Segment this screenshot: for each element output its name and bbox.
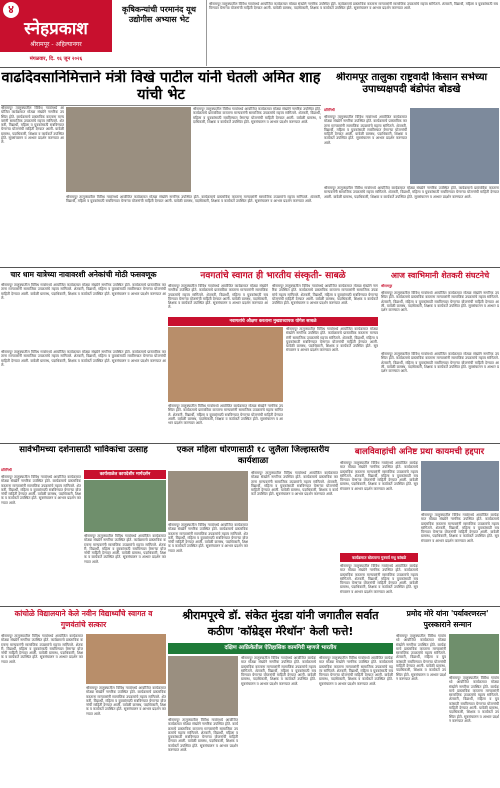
masthead (0, 0, 112, 66)
news-photo (449, 634, 499, 674)
promo-box (112, 0, 207, 66)
story-text: श्रीरामपूर तालुक्यातील विविध गावांमध्ये आयोजित कार्यक्रमात मोठ्या संख्येने नागरिक उपस्थित होते. कार्यक्रमाचे प्रास्ताविक करताना मान्यवरांनी सामाजिक उपक्रमांचे महत्त्व सांगितले. शेतकरी, विद्यार्थी, महिला व युवकांसाठी राबविण्यात येणाऱ्या योजनांची माहिती देण्यात आली. यावेळी ग्रामस्थ, पदाधिकारी, शिक्षक व कार्यकर्ते उपस्थित होते. सूत्रसंचालन व आभार प्रदर्शन करण्यात आले. (381, 352, 499, 374)
headline-vikhe: वाढदिवसानिमित्ताने मंत्री विखे पाटील यांनी घेतली अमित शाह यांची भेट (1, 70, 321, 106)
story-text: श्रीरामपूर तालुक्यातील विविध गावांमध्ये आयोजित कार्यक्रमात मोठ्या संख्येने नागरिक उपस्थित होते. कार्यक्रमाचे प्रास्ताविक करताना मान्यवरांनी सामाजिक उपक्रमांचे महत्त्व सांगितले. शेतकरी, विद्यार्थी, महिला व युवकांसाठी राबविण्यात येणाऱ्या योजनांची माहिती देण्यात आली. यावेळी ग्रामस्थ, पदाधिकारी, शिक्षक व कार्यकर्ते उपस्थित होते. सूत्रसंचालन व आभार प्रदर्शन करण्यात आले. (251, 471, 338, 497)
issue-number: ४ (3, 2, 19, 18)
story-text: श्रीरामपूर तालुक्यातील विविध गावांमध्ये आयोजित कार्यक्रमात मोठ्या संख्येने नागरिक उपस्थित होते. कार्यक्रमाचे प्रास्ताविक करताना मान्यवरांनी सामाजिक उपक्रमांचे महत्त्व सांगितले. शेतकरी, विद्यार्थी, महिला व युवकांसाठी राबविण्यात येणाऱ्या योजनांची माहिती देण्यात आली. यावेळी ग्रामस्थ, पदाधिकारी, शिक्षक व कार्यकर्ते उपस्थित होते. सूत्रसंचालन व आभार प्रदर्शन करण्यात आले. (449, 676, 499, 723)
headline-chor: चार धाम यात्रेच्या नावावरशी अनेकांची मोठी फसवणूक (10, 270, 157, 279)
story-text: श्रीरामपूर तालुक्यातील विविध गावांमध्ये आयोजित कार्यक्रमात मोठ्या संख्येने नागरिक उपस्थित होते. कार्यक्रमाचे प्रास्ताविक करताना मान्यवरांनी सामाजिक उपक्रमांचे महत्त्व सांगितले. शेतकरी, विद्यार्थी, महिला व युवकांसाठी राबविण्यात येणाऱ्या योजनांची माहिती देण्यात आली. यावेळी ग्रामस्थ, पदाधिकारी, शिक्षक व कार्यकर्ते उपस्थित होते. सूत्रसंचालन व आभार प्रदर्शन करण्यात आले. (1, 475, 81, 505)
headline-sanskruti: नवगतांचे स्वागत ही भारतीय संस्कृती- साबळे (200, 271, 346, 281)
issue-date: मंगळवार, दि. १६ जून २०२६ (0, 52, 112, 66)
story-text: श्रीरामपूर तालुक्यातील विविध गावांमध्ये आयोजित कार्यक्रमात मोठ्या संख्येने नागरिक उपस्थित होते. कार्यक्रमाचे प्रास्ताविक करताना मान्यवरांनी सामाजिक उपक्रमांचे महत्त्व सांगितले. शेतकरी, विद्यार्थी, महिला व युवकांसाठी राबविण्यात येणाऱ्या योजनांची माहिती देण्यात आली. यावेळी ग्रामस्थ, पदाधिकारी, शिक्षक व कार्यकर्ते उपस्थित होते. सूत्रसंचालन व आभार प्रदर्शन करण्यात आले. (86, 686, 166, 716)
story-text: श्रीरामपूर तालुक्यातील विविध गावांमध्ये आयोजित कार्यक्रमात मोठ्या संख्येने नागरिक उपस्थित होते. कार्यक्रमाचे प्रास्ताविक करताना मान्यवरांनी सामाजिक उपक्रमांचे महत्त्व सांगितले. शेतकरी, विद्यार्थी, महिला व युवकांसाठी राबविण्यात येणाऱ्या योजनांची माहिती देण्यात आली. यावेळी ग्रामस्थ, पदाधिकारी, शिक्षक व कार्यकर्ते उपस्थित होते. सूत्रसंचालन व आभार प्रदर्शन करण्यात आले. (421, 513, 499, 543)
news-photo (168, 656, 238, 716)
news-photo (66, 107, 191, 192)
headline-pramod: प्रमोद मोरे यांना 'पर्यावरणरत्न' पुरस्काराने सन्मान (406, 609, 489, 629)
byline: प्रतिनिधी (324, 108, 335, 112)
story-text: श्रीरामपूर तालुक्यातील विविध गावांमध्ये आयोजित कार्यक्रमात मोठ्या संख्येने नागरिक उपस्थित होते. कार्यक्रमाचे प्रास्ताविक करताना मान्यवरांनी सामाजिक उपक्रमांचे महत्त्व सांगितले. शेतकरी, विद्यार्थी, महिला व युवकांसाठी राबविण्यात येणाऱ्या योजनांची माहिती देण्यात आली. यावेळी ग्रामस्थ, पदाधिकारी, शिक्षक व कार्यकर्ते उपस्थित होते. सूत्रसंचालन व आभार प्रदर्शन करण्यात आले. (84, 534, 166, 564)
headline-doctor: श्रीरामपूरचे डॉ. संकेत मुंदडा यांनी जगातील सर्वात कठीण 'कॉम्रेड्स मॅरेथॉन' केली फत्ते! (182, 609, 379, 638)
divider (0, 267, 500, 268)
photo-caption: कार्यक्रमात बोलताना गुरुवर्य मधु कांबळे (340, 553, 418, 562)
subhead-banner: दक्षिण आफ्रिकेतील ऐतिहासिक कामगिरी म्हणजे भारतीय (168, 643, 393, 654)
story-text: श्रीरामपूर तालुक्यातील विविध गावांमध्ये आयोजित कार्यक्रमात मोठ्या संख्येने नागरिक उपस्थित होते. कार्यक्रमाचे प्रास्ताविक करताना मान्यवरांनी सामाजिक उपक्रमांचे महत्त्व सांगितले. शेतकरी, विद्यार्थी, महिला व युवकांसाठी राबविण्यात येणाऱ्या योजनांची माहिती देण्यात आली. यावेळी ग्रामस्थ, पदाधिकारी, शिक्षक व कार्यकर्ते उपस्थित होते. सूत्रसंचालन व आभार प्रदर्शन करण्यात आले. (66, 195, 321, 204)
story-text: श्रीरामपूर तालुक्यातील विविध गावांमध्ये आयोजित कार्यक्रमात मोठ्या संख्येने नागरिक उपस्थित होते. कार्यक्रमाचे प्रास्ताविक करताना मान्यवरांनी सामाजिक उपक्रमांचे महत्त्व सांगितले. शेतकरी, विद्यार्थी, महिला व युवकांसाठी राबविण्यात येणाऱ्या योजनांची माहिती देण्यात आली. यावेळी ग्रामस्थ, पदाधिकारी, शिक्षक व कार्यकर्ते उपस्थित होते. सूत्रसंचालन व आभार प्रदर्शन करण्यात आले. (1, 106, 64, 145)
story-text: श्रीरामपूर तालुक्यातील विविध गावांमध्ये आयोजित कार्यक्रमात मोठ्या संख्येने नागरिक उपस्थित होते. कार्यक्रमाचे प्रास्ताविक करताना मान्यवरांनी सामाजिक उपक्रमांचे महत्त्व सांगितले. शेतकरी, विद्यार्थी, महिला व युवकांसाठी राबविण्यात येणाऱ्या योजनांची माहिती देण्यात आली. यावेळी ग्रामस्थ, पदाधिकारी, शिक्षक व कार्यकर्ते उपस्थित होते. सूत्रसंचालन व आभार प्रदर्शन करण्यात आले. (340, 461, 418, 491)
divider (0, 67, 500, 68)
byline: प्रतिनिधी (1, 468, 12, 472)
story-text: श्रीरामपूर तालुक्यातील विविध गावांमध्ये आयोजित कार्यक्रमात मोठ्या संख्येने नागरिक उपस्थित होते. कार्यक्रमाचे प्रास्ताविक करताना मान्यवरांनी सामाजिक उपक्रमांचे महत्त्व सांगितले. शेतकरी, विद्यार्थी, महिला व युवकांसाठी राबविण्यात येणाऱ्या योजनांची माहिती देण्यात आली. यावेळी ग्रामस्थ, पदाधिकारी, शिक्षक व कार्यकर्ते उपस्थित होते. सूत्रसंचालन व आभार प्रदर्शन करण्यात आले. (340, 564, 418, 594)
news-photo (84, 480, 166, 532)
photo-caption: नवागतांचे औक्षण करताना मुख्याध्यापक योगेश साबळे (168, 317, 378, 326)
story-text: श्रीरामपूर तालुक्यातील विविध गावांमध्ये आयोजित कार्यक्रमात मोठ्या संख्येने नागरिक उपस्थित होते. कार्यक्रमाचे प्रास्ताविक करताना मान्यवरांनी सामाजिक उपक्रमांचे महत्त्व सांगितले. शेतकरी, विद्यार्थी, महिला व युवकांसाठी राबविण्यात येणाऱ्या योजनांची माहिती देण्यात आली. यावेळी ग्रामस्थ, पदाधिकारी, शिक्षक व कार्यकर्ते उपस्थित होते. सूत्रसंचालन व आभार प्रदर्शन करण्यात आले. (319, 656, 393, 686)
news-photo (168, 471, 248, 521)
headline-vidyalay: कांचोळे विद्यालयाने केले नवीन विद्यार्थ्यांचे स्वागत व गुणवंतांचे सत्कार (14, 609, 153, 629)
story-text: श्रीरामपूर तालुक्यातील विविध गावांमध्ये आयोजित कार्यक्रमात मोठ्या संख्येने नागरिक उपस्थित होते. कार्यक्रमाचे प्रास्ताविक करताना मान्यवरांनी सामाजिक उपक्रमांचे महत्त्व सांगितले. शेतकरी, विद्यार्थी, महिला व युवकांसाठी राबविण्यात येणाऱ्या योजनांची माहिती देण्यात आली. यावेळी ग्रामस्थ, पदाधिकारी, शिक्षक व कार्यकर्ते उपस्थित होते. सूत्रसंचालन व आभार प्रदर्शन करण्यात आले. (168, 284, 268, 310)
story-text: श्रीरामपूर तालुक्यातील विविध गावांमध्ये आयोजित कार्यक्रमात मोठ्या संख्येने नागरिक उपस्थित होते. कार्यक्रमाचे प्रास्ताविक करताना मान्यवरांनी सामाजिक उपक्रमांचे महत्त्व सांगितले. शेतकरी, विद्यार्थी, महिला व युवकांसाठी राबविण्यात येणाऱ्या योजनांची माहिती देण्यात आली. यावेळी ग्रामस्थ, पदाधिकारी, शिक्षक व कार्यकर्ते उपस्थित होते. सूत्रसंचालन व आभार प्रदर्शन करण्यात आले. (286, 327, 378, 353)
newspaper-subtitle: श्रीरामपूर - अहिल्यानगर (30, 41, 82, 48)
story-text: श्रीरामपूर तालुक्यातील विविध गावांमध्ये आयोजित कार्यक्रमात मोठ्या संख्येने नागरिक उपस्थित होते. कार्यक्रमाचे प्रास्ताविक करताना मान्यवरांनी सामाजिक उपक्रमांचे महत्त्व सांगितले. शेतकरी, विद्यार्थी, महिला व युवकांसाठी राबविण्यात येणाऱ्या योजनांची माहिती देण्यात आली. यावेळी ग्रामस्थ, पदाधिकारी, शिक्षक व कार्यकर्ते उपस्थित होते. सूत्रसंचालन व आभार प्रदर्शन करण्यात आले. (168, 404, 283, 426)
story-text: श्रीरामपूर तालुक्यातील विविध गावांमध्ये आयोजित कार्यक्रमात मोठ्या संख्येने नागरिक उपस्थित होते. कार्यक्रमाचे प्रास्ताविक करताना मान्यवरांनी सामाजिक उपक्रमांचे महत्त्व सांगितले. शेतकरी, विद्यार्थी, महिला व युवकांसाठी राबविण्यात येणाऱ्या योजनांची माहिती देण्यात आली. यावेळी ग्रामस्थ, पदाधिकारी, शिक्षक व कार्यकर्ते उपस्थित होते. सूत्रसंचालन व आभार प्रदर्शन करण्यात आले. (1, 283, 166, 300)
story-text: श्रीरामपूर तालुक्यातील विविध गावांमध्ये आयोजित कार्यक्रमात मोठ्या संख्येने नागरिक उपस्थित होते. कार्यक्रमाचे प्रास्ताविक करताना मान्यवरांनी सामाजिक उपक्रमांचे महत्त्व सांगितले. शेतकरी, विद्यार्थी, महिला व युवकांसाठी राबविण्यात येणाऱ्या योजनांची माहिती देण्यात आली. यावेळी ग्रामस्थ, पदाधिकारी, शिक्षक व कार्यकर्ते उपस्थित होते. सूत्रसंचालन व आभार प्रदर्शन करण्यात आले. (1, 634, 83, 664)
story-text: श्रीरामपूर तालुक्यातील विविध गावांमध्ये आयोजित कार्यक्रमात मोठ्या संख्येने नागरिक उपस्थित होते. कार्यक्रमाचे प्रास्ताविक करताना मान्यवरांनी सामाजिक उपक्रमांचे महत्त्व सांगितले. शेतकरी, विद्यार्थी, महिला व युवकांसाठी राबविण्यात येणाऱ्या योजनांची माहिती देण्यात आली. यावेळी ग्रामस्थ, पदाधिकारी, शिक्षक व कार्यकर्ते उपस्थित होते. सूत्रसंचालन व आभार प्रदर्शन करण्यात आले. (324, 115, 407, 145)
news-photo (421, 461, 499, 511)
newspaper-title: स्नेहप्रकाश (24, 19, 88, 39)
headline-balvivah: बालविवाहांची अनिष्ट प्रथा कायमची हद्दपार (354, 447, 485, 457)
headline-sarvabhaum: सार्वभौमच्या दर्शनासाठी भाविकांचा उत्साह (19, 445, 148, 455)
promo-title: कृषिकन्यांची परमानंद यूथ उद्योगीस अभ्यास भेट (122, 5, 196, 24)
story-text: श्रीरामपूर तालुक्यातील विविध गावांमध्ये आयोजित कार्यक्रमात मोठ्या संख्येने नागरिक उपस्थित होते. कार्यक्रमाचे प्रास्ताविक करताना मान्यवरांनी सामाजिक उपक्रमांचे महत्त्व सांगितले. शेतकरी, विद्यार्थी, महिला व युवकांसाठी राबविण्यात येणाऱ्या योजनांची माहिती देण्यात आली. यावेळी ग्रामस्थ, पदाधिकारी, शिक्षक व कार्यकर्ते उपस्थित होते. सूत्रसंचालन व आभार प्रदर्शन करण्यात आले. (241, 656, 316, 686)
story-text: श्रीरामपूर तालुक्यातील विविध गावांमध्ये आयोजित कार्यक्रमात मोठ्या संख्येने नागरिक उपस्थित होते. कार्यक्रमाचे प्रास्ताविक करताना मान्यवरांनी सामाजिक उपक्रमांचे महत्त्व सांगितले. शेतकरी, विद्यार्थी, महिला व युवकांसाठी राबविण्यात येणाऱ्या योजनांची माहिती देण्यात आली. यावेळी ग्रामस्थ, पदाधिकारी, शिक्षक व कार्यकर्ते उपस्थित होते. सूत्रसंचालन व आभार प्रदर्शन करण्यात आले. (381, 291, 499, 313)
news-photo (86, 634, 166, 684)
headline-mahila: एकल महिला धोरणासाठी १८ जुलैला जिल्हास्तरीय कार्यशाळा (176, 445, 330, 466)
story-text: श्रीरामपूर तालुक्यातील विविध गावांमध्ये आयोजित कार्यक्रमात मोठ्या संख्येने नागरिक उपस्थित होते. कार्यक्रमाचे प्रास्ताविक करताना मान्यवरांनी सामाजिक उपक्रमांचे महत्त्व सांगितले. शेतकरी, विद्यार्थी, महिला व युवकांसाठी राबविण्यात येणाऱ्या योजनांची माहिती देण्यात आली. यावेळी ग्रामस्थ, पदाधिकारी, शिक्षक व कार्यकर्ते उपस्थित होते. सूत्रसंचालन व आभार प्रदर्शन करण्यात आले. (193, 107, 321, 124)
story-text: श्रीरामपूर तालुक्यातील विविध गावांमध्ये आयोजित कार्यक्रमात मोठ्या संख्येने नागरिक उपस्थित होते. कार्यक्रमाचे प्रास्ताविक करताना मान्यवरांनी सामाजिक उपक्रमांचे महत्त्व सांगितले. शेतकरी, विद्यार्थी, महिला व युवकांसाठी राबविण्यात येणाऱ्या योजनांची माहिती देण्यात आली. यावेळी ग्रामस्थ, पदाधिकारी, शिक्षक व कार्यकर्ते उपस्थित होते. सूत्रसंचालन व आभार प्रदर्शन करण्यात आले. (168, 523, 248, 553)
byline: श्रीरामपूर (381, 284, 393, 288)
news-photo (410, 108, 499, 184)
photo-caption: कार्यशाळेत कायदेशीर मार्गदर्शन (84, 470, 166, 479)
story-text: श्रीरामपूर तालुक्यातील विविध गावांमध्ये आयोजित कार्यक्रमात मोठ्या संख्येने नागरिक उपस्थित होते. कार्यक्रमाचे प्रास्ताविक करताना मान्यवरांनी सामाजिक उपक्रमांचे महत्त्व सांगितले. शेतकरी, विद्यार्थी, महिला व युवकांसाठी राबविण्यात येणाऱ्या योजनांची माहिती देण्यात आली. यावेळी ग्रामस्थ, पदाधिकारी, शिक्षक व कार्यकर्ते उपस्थित होते. सूत्रसंचालन व आभार प्रदर्शन करण्यात आले. (324, 186, 499, 199)
divider (0, 443, 500, 444)
story-text: श्रीरामपूर तालुक्यातील विविध गावांमध्ये आयोजित कार्यक्रमात मोठ्या संख्येने नागरिक उपस्थित होते. कार्यक्रमाचे प्रास्ताविक करताना मान्यवरांनी सामाजिक उपक्रमांचे महत्त्व सांगितले. शेतकरी, विद्यार्थी, महिला व युवकांसाठी राबविण्यात येणाऱ्या योजनांची माहिती देण्यात आली. यावेळी ग्रामस्थ, पदाधिकारी, शिक्षक व कार्यकर्ते उपस्थित होते. सूत्रसंचालन व आभार प्रदर्शन करण्यात आले. (396, 634, 446, 681)
headline-andolan: आज स्वाभिमानी शेतकरी संघटनेचे (390, 271, 490, 280)
news-photo (168, 327, 283, 402)
story-text: श्रीरामपूर तालुक्यातील विविध गावांमध्ये आयोजित कार्यक्रमात मोठ्या संख्येने नागरिक उपस्थित होते. कार्यक्रमाचे प्रास्ताविक करताना मान्यवरांनी सामाजिक उपक्रमांचे महत्त्व सांगितले. शेतकरी, विद्यार्थी, महिला व युवकांसाठी राबविण्यात येणाऱ्या योजनांची माहिती देण्यात आली. यावेळी ग्रामस्थ, पदाधिकारी, शिक्षक व कार्यकर्ते उपस्थित होते. सूत्रसंचालन व आभार प्रदर्शन करण्यात आले. (1, 350, 166, 367)
lead-story-text: श्रीरामपूर तालुक्यातील विविध गावांमध्ये आयोजित कार्यक्रमात मोठ्या संख्येने नागरिक उपस्थित होते. कार्यक्रमाचे प्रास्ताविक करताना मान्यवरांनी सामाजिक उपक्रमांचे महत्त्व सांगितले. शेतकरी, विद्यार्थी, महिला व युवकांसाठी राबविण्यात येणाऱ्या योजनांची माहिती देण्यात आली. यावेळी ग्रामस्थ, पदाधिकारी, शिक्षक व कार्यकर्ते उपस्थित होते. सूत्रसंचालन व आभार प्रदर्शन करण्यात आले. (209, 2, 498, 11)
story-text: श्रीरामपूर तालुक्यातील विविध गावांमध्ये आयोजित कार्यक्रमात मोठ्या संख्येने नागरिक उपस्थित होते. कार्यक्रमाचे प्रास्ताविक करताना मान्यवरांनी सामाजिक उपक्रमांचे महत्त्व सांगितले. शेतकरी, विद्यार्थी, महिला व युवकांसाठी राबविण्यात येणाऱ्या योजनांची माहिती देण्यात आली. यावेळी ग्रामस्थ, पदाधिकारी, शिक्षक व कार्यकर्ते उपस्थित होते. सूत्रसंचालन व आभार प्रदर्शन करण्यात आले. (168, 718, 238, 753)
divider (0, 606, 500, 607)
story-text: श्रीरामपूर तालुक्यातील विविध गावांमध्ये आयोजित कार्यक्रमात मोठ्या संख्येने नागरिक उपस्थित होते. कार्यक्रमाचे प्रास्ताविक करताना मान्यवरांनी सामाजिक उपक्रमांचे महत्त्व सांगितले. शेतकरी, विद्यार्थी, महिला व युवकांसाठी राबविण्यात येणाऱ्या योजनांची माहिती देण्यात आली. यावेळी ग्रामस्थ, पदाधिकारी, शिक्षक व कार्यकर्ते उपस्थित होते. सूत्रसंचालन व आभार प्रदर्शन करण्यात आले. (272, 284, 378, 306)
headline-kisan: श्रीरामपूर तालुका राष्ट्रवादी किसान सभेच्या उपाध्यक्षपदी बंडोपंत बोडखे (335, 72, 488, 95)
